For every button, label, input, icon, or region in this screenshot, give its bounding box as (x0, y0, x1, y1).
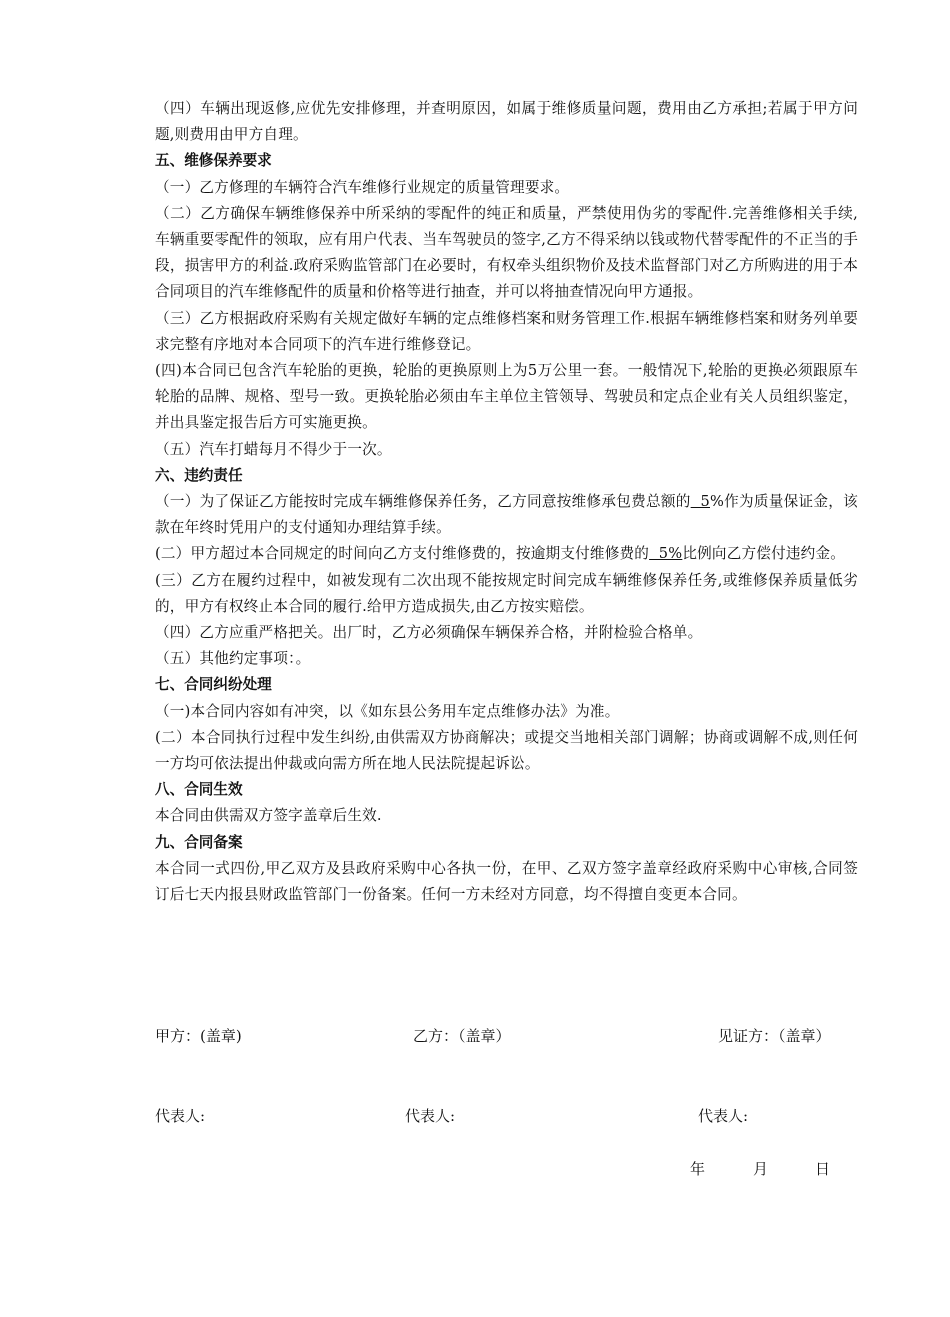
contract-body (155, 96, 858, 908)
party-b-representative: 代表人: (405, 1107, 456, 1125)
witness-representative: 代表人: (698, 1107, 749, 1125)
clause-text: 比例向乙方偿付违约金。 (682, 545, 846, 563)
clause-paragraph: 本合同由供需双方签字盖章后生效. (155, 807, 382, 825)
clause-paragraph: （一)本合同内容如有冲突，以《如东县公务用车定点维修办法》为准。 (155, 702, 620, 720)
section-heading: 六、违约责任 (155, 466, 243, 484)
clause-paragraph: (三）乙方在履约过程中，如被发现有二次出现不能按规定时间完成车辆维修保养任务,或维修保养质量低劣的，甲方有权终止本合同的履行.给甲方造成损失,由乙方按实赔偿。 (155, 571, 858, 615)
clause-paragraph: (二）本合同执行过程中发生纠纷,由供需双方协商解决；或提交当地相关部门调解；协商或调解不成,则任何一方均可依法提出仲裁或向需方所在地人民法院提起诉讼。 (155, 728, 858, 773)
clause-text: （一）为了保证乙方能按时完成车辆维修保养任务，乙方同意按维修承包费总额的 (155, 493, 691, 511)
percentage-value: 5 (690, 493, 710, 511)
party-b-seal-label: 乙方：（盖章） (413, 1027, 511, 1045)
clause-paragraph: （三）乙方根据政府采购有关规定做好车辆的定点维修档案和财务管理工作.根据车辆维修档案和财务列单要求完整有序地对本合同项下的汽车进行维修登记。 (155, 309, 858, 353)
clause-paragraph: 本合同一式四份,甲乙双方及县政府采购中心各执一份，在甲、乙双方签字盖章经政府采购中心审核,合同签订后七天内报县财政监管部门一份备案。任何一方未经对方同意，均不得擅自变更本合同。 (155, 859, 858, 904)
clause-text: %作为质量保证金，该款在年终时凭用户的支付通知办理结算手续。 (155, 493, 858, 537)
clause-paragraph: （四）乙方应重严格把关。出厂时，乙方必须确保车辆保养合格，并附检验合格单。 (155, 624, 703, 642)
section-heading: 五、维修保养要求 (155, 152, 272, 170)
section-heading: 八、合同生效 (155, 781, 243, 799)
date-month: 月 (753, 1160, 769, 1178)
party-a-seal-label: 甲方：(盖章) (155, 1027, 242, 1045)
date-year: 年 (690, 1160, 706, 1178)
percentage-value: 5% (649, 545, 683, 563)
date-day: 日 (815, 1160, 831, 1178)
clause-paragraph: （五）汽车打蜡每月不得少于一次。 (155, 440, 392, 458)
clause-paragraph: （二）乙方确保车辆维修保养中所采纳的零配件的纯正和质量，严禁使用伪劣的零配件.完善维修相关手续,车辆重要零配件的领取，应有用户代表、当车驾驶员的签字,乙方不得采纳以钱或物代替零配件的不正当的手段，损害甲方的利益.政府采购监管部门在必要时，有权牵头组织物价及技术监督部门对乙方所购进的用于本合同项目的汽车维修配件的质量和价格等进行抽查，并可以将抽查情况向甲方通报。 (155, 204, 858, 301)
section-heading: 九、合同备案 (155, 833, 243, 851)
clause-paragraph: (四)本合同已包含汽车轮胎的更换，轮胎的更换原则上为5万公里一套。一般情况下,轮胎的更换必须跟原车轮胎的品牌、规格、型号一致。更换轮胎必须由车主单位主管领导、驾驶员和定点企业有关人员组织鉴定，并出具鉴定报告后方可实施更换。 (155, 362, 858, 432)
party-a-representative: 代表人: (155, 1107, 206, 1125)
clause-paragraph: （五）其他约定事项：。 (155, 650, 311, 668)
clause-paragraph (155, 489, 858, 541)
section-heading: 七、合同纠纷处理 (155, 676, 272, 694)
witness-seal-label: 见证方：（盖章） (718, 1027, 831, 1045)
clause-text: (二）甲方超过本合同规定的时间向乙方支付维修费的，按逾期支付维修费的 (155, 545, 650, 563)
clause-paragraph: （一）乙方修理的车辆符合汽车维修行业规定的质量管理要求。 (155, 178, 570, 196)
clause-paragraph (155, 541, 858, 567)
clause-paragraph: （四）车辆出现返修,应优先安排修理，并查明原因，如属于维修质量问题，费用由乙方承担;若属于甲方问题,则费用由甲方自理。 (155, 100, 858, 144)
